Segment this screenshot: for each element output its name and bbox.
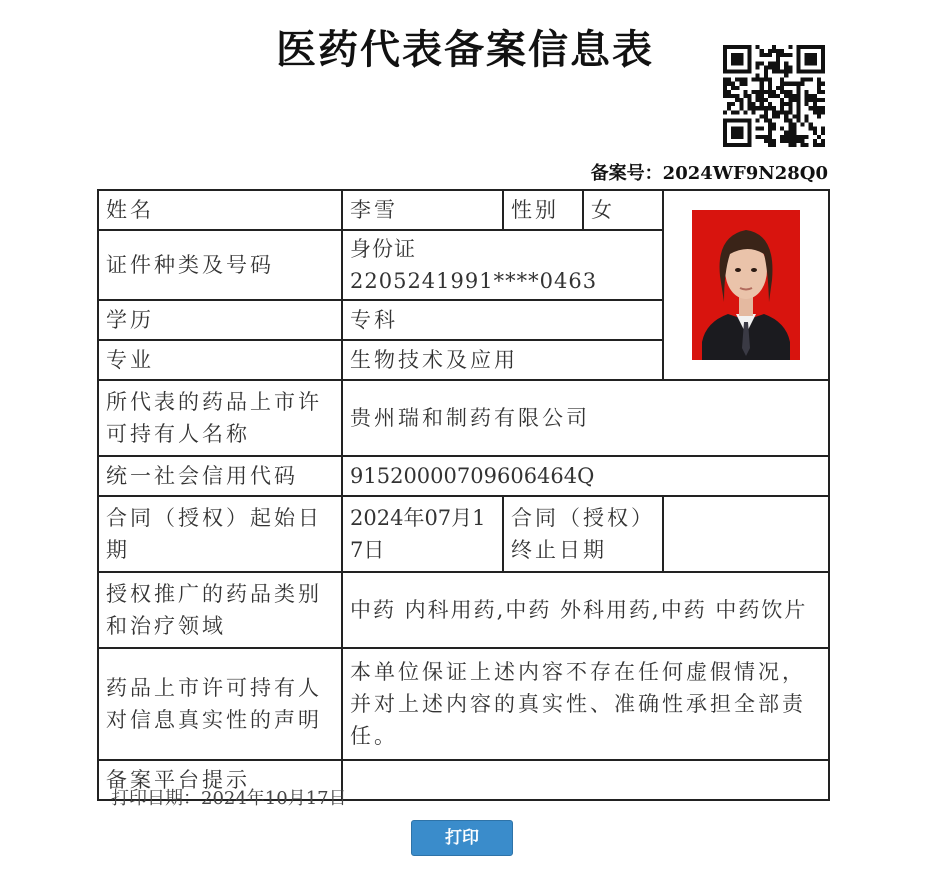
start-date-label: 合同（授权）起始日期	[98, 496, 342, 572]
print-button[interactable]: 打印	[411, 820, 513, 856]
platform-label: 备案平台提示	[98, 760, 342, 800]
name-label: 姓名	[98, 190, 342, 230]
gender-value: 女	[583, 190, 663, 230]
row-name	[98, 190, 829, 230]
statement-value: 本单位保证上述内容不存在任何虚假情况，并对上述内容的真实性、准确性承担全部责任。	[342, 648, 829, 760]
major-value: 生物技术及应用	[342, 340, 663, 380]
row-holder	[98, 380, 829, 456]
category-value: 中药 内科用药,中药 外科用药,中药 中药饮片	[342, 572, 829, 648]
category-label: 授权推广的药品类别和治疗领域	[98, 572, 342, 648]
person-photo	[692, 210, 800, 360]
credit-code-label: 统一社会信用代码	[98, 456, 342, 496]
credit-code-value: 91520000709606464Q	[342, 456, 829, 496]
id-label: 证件种类及号码	[98, 230, 342, 300]
row-statement	[98, 648, 829, 760]
row-credit-code	[98, 456, 829, 496]
end-date-label: 合同（授权）终止日期	[503, 496, 663, 572]
education-label: 学历	[98, 300, 342, 340]
end-date-value	[663, 496, 829, 572]
platform-value	[342, 760, 829, 800]
print-date-value: 2024年10月17日	[201, 788, 347, 809]
print-date	[111, 784, 347, 810]
row-category	[98, 572, 829, 648]
name-value: 李雪	[342, 190, 503, 230]
start-date-value: 2024年07月17日	[342, 496, 503, 572]
info-table	[97, 189, 830, 801]
photo-cell	[663, 190, 829, 380]
record-number	[591, 159, 828, 185]
qr-code-icon	[723, 45, 825, 147]
print-date-label: 打印日期：	[111, 788, 201, 809]
statement-label: 药品上市许可持有人对信息真实性的声明	[98, 648, 342, 760]
page-title: 医药代表备案信息表	[276, 26, 654, 73]
row-contract-dates	[98, 496, 829, 572]
major-label: 专业	[98, 340, 342, 380]
holder-value: 贵州瑞和制药有限公司	[342, 380, 829, 456]
holder-label: 所代表的药品上市许可持有人名称	[98, 380, 342, 456]
id-value: 身份证 2205241991****0463	[342, 230, 663, 300]
gender-label: 性别	[503, 190, 583, 230]
record-number-label: 备案号：	[590, 163, 663, 184]
education-value: 专科	[342, 300, 663, 340]
record-number-value: 2024WF9N28Q0	[662, 163, 828, 184]
